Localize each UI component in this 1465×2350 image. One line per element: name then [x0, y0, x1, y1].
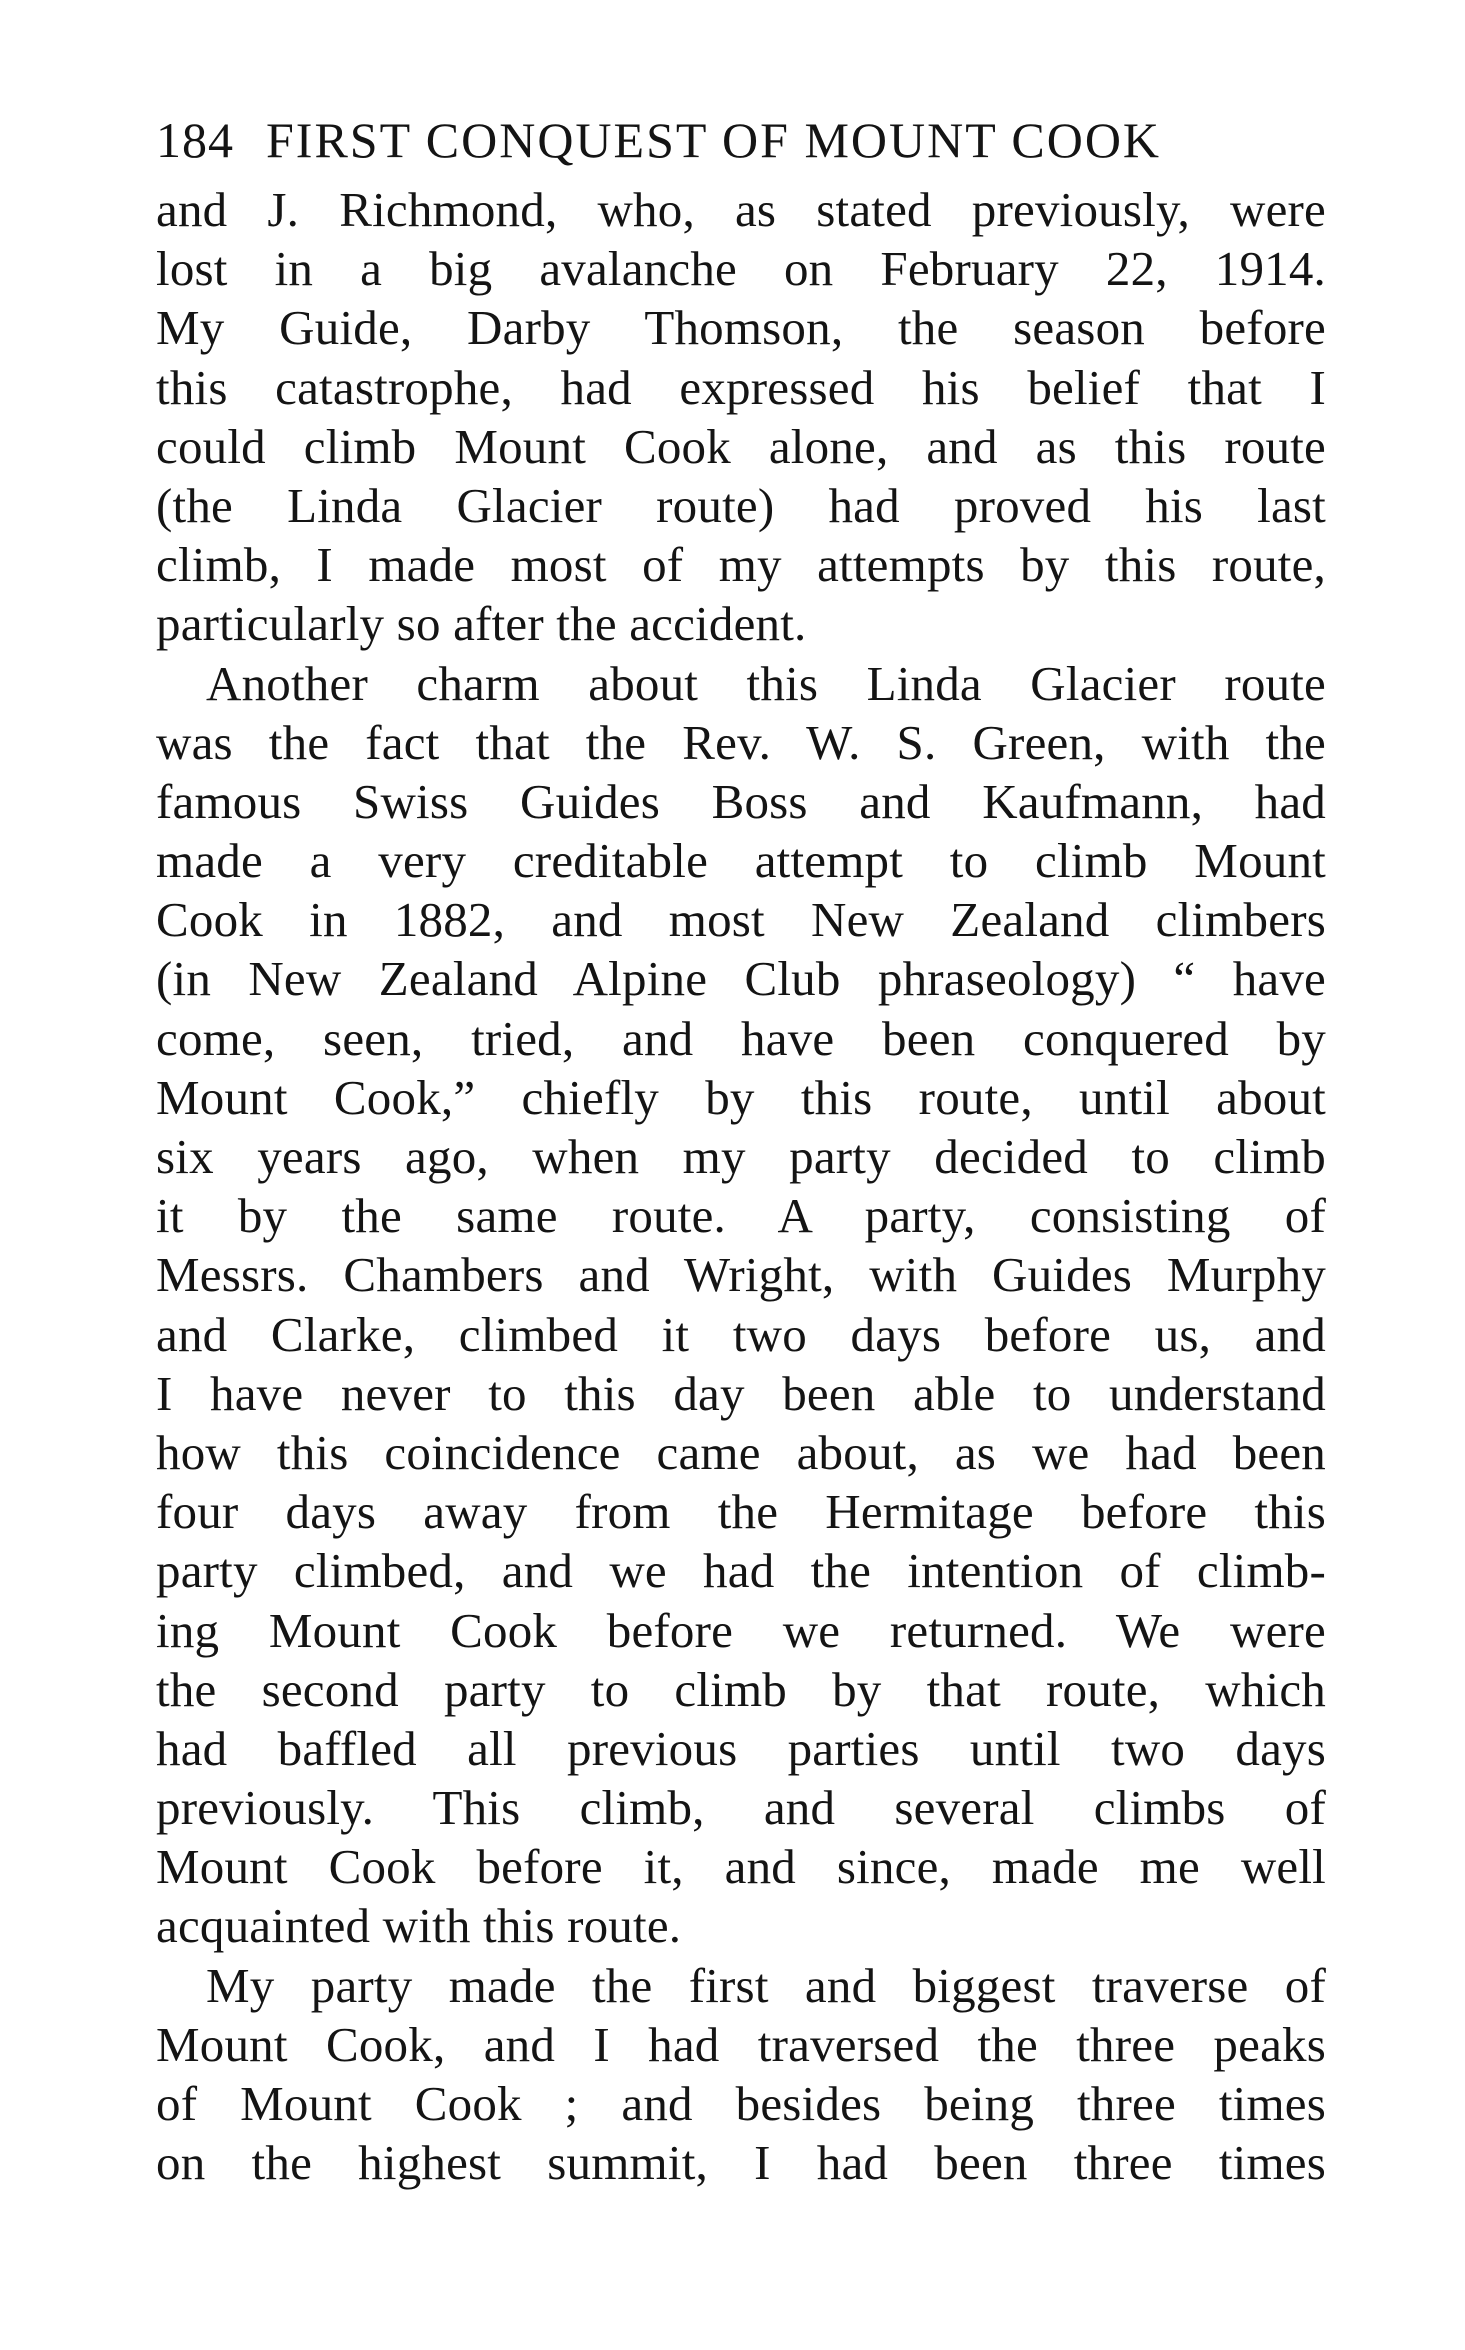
- text-line: come, seen, tried, and have been conquered by: [156, 1010, 1326, 1066]
- text-line: (the Linda Glacier route) had proved his last: [156, 477, 1326, 533]
- text-line: made a very creditable attempt to climb Mount: [156, 833, 1326, 889]
- text-line: Mount Cook, and I had traversed the three peaks: [156, 2016, 1326, 2072]
- text-line: previously. This climb, and several climbs of: [156, 1780, 1326, 1836]
- text-line: it by the same route. A party, consisting of: [156, 1188, 1326, 1244]
- paragraph-first-line: My party made the first and biggest traverse of: [206, 1957, 1326, 2013]
- text-line: the second party to climb by that route, which: [156, 1661, 1326, 1717]
- text-line: was the fact that the Rev. W. S. Green, with the: [156, 714, 1326, 770]
- text-line: My Guide, Darby Thomson, the season before: [156, 300, 1326, 356]
- text-line: Cook in 1882, and most New Zealand climbers: [156, 892, 1326, 948]
- text-line: party climbed, and we had the intention of climb-: [156, 1543, 1326, 1599]
- book-page: [156, 110, 1326, 2192]
- text-line: acquainted with this route.: [156, 1898, 682, 1954]
- text-line: of Mount Cook ; and besides being three times: [156, 2076, 1326, 2131]
- text-line: could climb Mount Cook alone, and as this route: [156, 418, 1326, 474]
- text-line: had baffled all previous parties until two days: [156, 1720, 1326, 1776]
- body-text: [156, 180, 1326, 2192]
- text-line: on the highest summit, I had been three times: [156, 2135, 1326, 2191]
- text-line: lost in a big avalanche on February 22, 1914.: [156, 241, 1326, 297]
- text-line: I have never to this day been able to understand: [156, 1365, 1326, 1421]
- text-line: how this coincidence came about, as we had been: [156, 1424, 1326, 1480]
- text-line: and J. Richmond, who, as stated previously, were: [156, 182, 1326, 237]
- text-line: Mount Cook before it, and since, made me well: [156, 1839, 1326, 1895]
- text-line: (in New Zealand Alpine Club phraseology) “ have: [156, 951, 1326, 1007]
- text-line: climb, I made most of my attempts by this route,: [156, 537, 1326, 593]
- text-line: Mount Cook,” chiefly by this route, until about: [156, 1069, 1326, 1125]
- text-line: and Clarke, climbed it two days before us, and: [156, 1306, 1326, 1362]
- text-line: famous Swiss Guides Boss and Kaufmann, had: [156, 773, 1326, 829]
- text-line: four days away from the Hermitage before this: [156, 1484, 1326, 1540]
- text-line: six years ago, when my party decided to climb: [156, 1129, 1326, 1184]
- text-line: Messrs. Chambers and Wright, with Guides Murphy: [156, 1247, 1326, 1303]
- text-line: this catastrophe, had expressed his belief that I: [156, 359, 1326, 415]
- paragraph-first-line: Another charm about this Linda Glacier route: [206, 655, 1326, 711]
- text-line: particularly so after the accident.: [156, 596, 807, 652]
- text-line: ing Mount Cook before we returned. We were: [156, 1602, 1326, 1658]
- page-number: 184: [156, 112, 234, 168]
- running-head: [156, 110, 1326, 180]
- running-title: FIRST CONQUEST OF MOUNT COOK: [266, 112, 1162, 168]
